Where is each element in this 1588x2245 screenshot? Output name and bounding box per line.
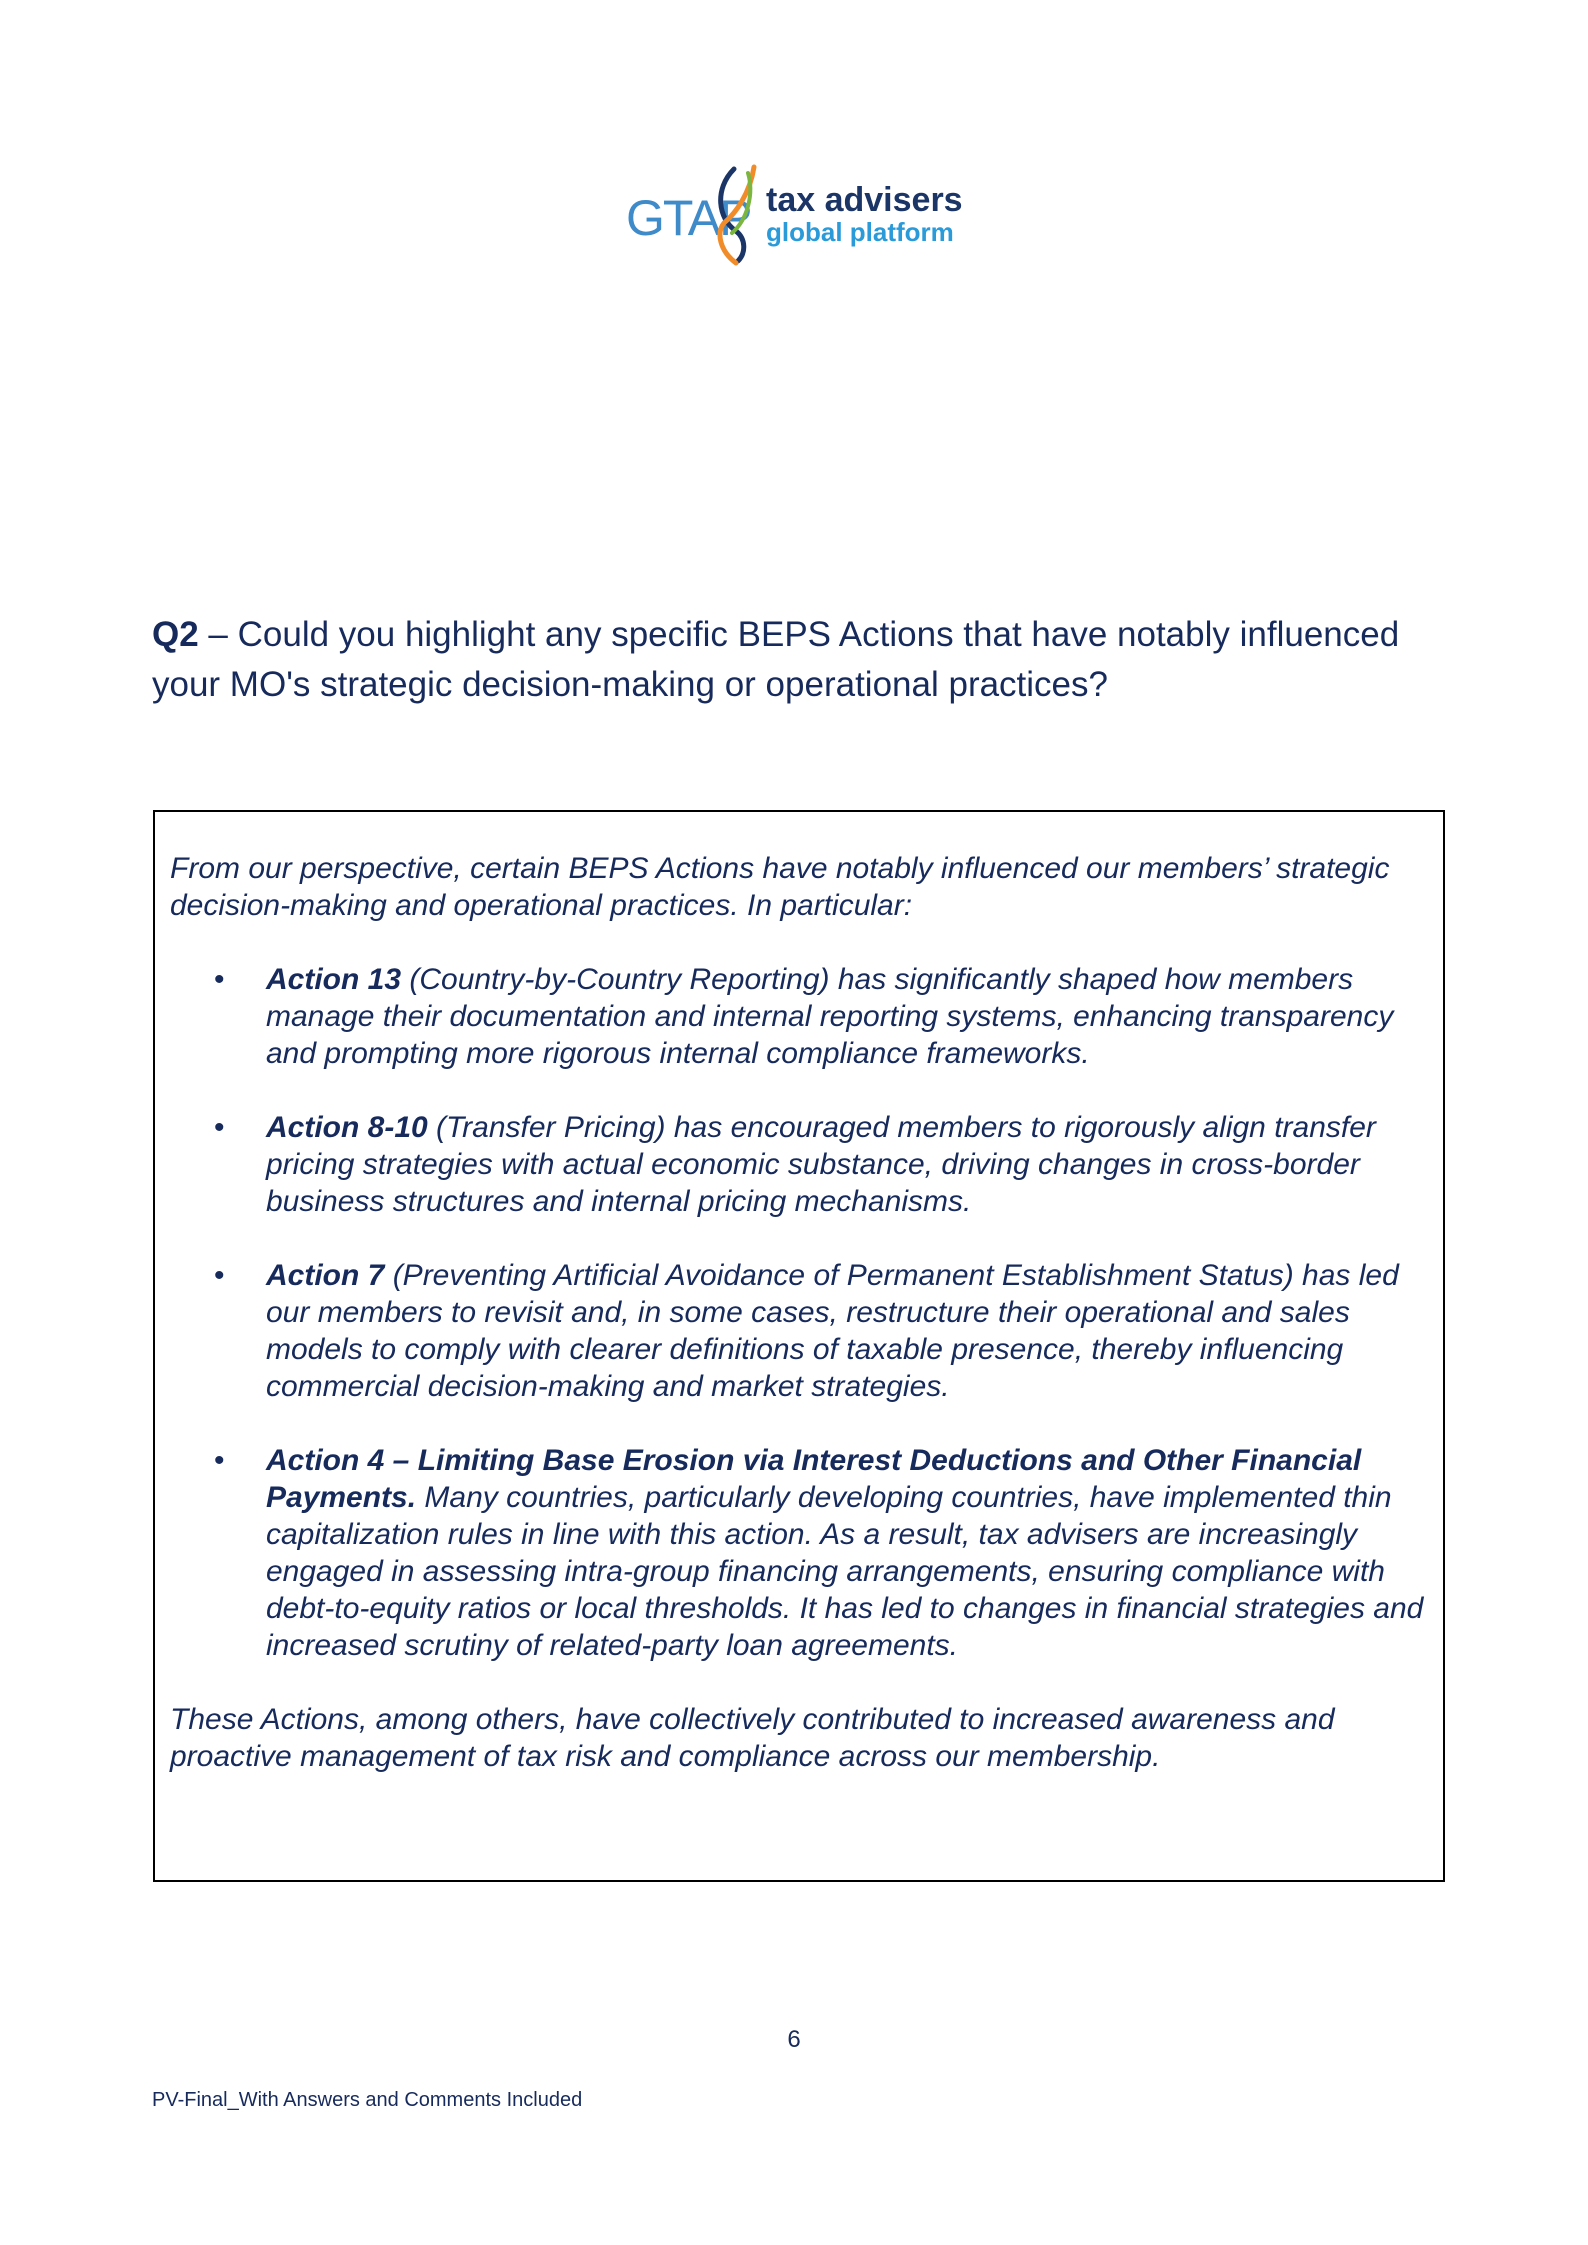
list-item <box>170 1257 1435 1405</box>
question-heading <box>152 610 1442 710</box>
action-title: Action 4 – Limiting Base Erosion via Interest Deductions and Other Financial Payments. <box>266 1444 1362 1514</box>
bullet-icon: • <box>214 1111 225 1144</box>
answer-intro: From our perspective, certain BEPS Actions have notably influenced our members’ strategic decision-making and operational practices. In particular: <box>170 852 1390 922</box>
answer-box <box>153 810 1445 1882</box>
beps-actions-list <box>170 961 1435 1664</box>
action-description: Many countries, particularly developing countries, have implemented thin capitalization rules in line with this action. As a result, tax advisers are increasingly engaged in assessing intra-group financing arrangements, ensuring compliance with debt-to-equity ratios or local thresholds. It has led to changes in financial strategies and increased scrutiny of related-party loan agreements. <box>266 1481 1424 1662</box>
action-description: (Preventing Artificial Avoidance of Permanent Establishment Status) has led our members to revisit and, in some cases, restructure their operational and sales models to comply with clearer definitions of taxable presence, thereby influencing commercial decision-making and market strategies. <box>266 1259 1399 1403</box>
question-text: – Could you highlight any specific BEPS Actions that have notably influenced your MO's strategic decision-making or operational practices? <box>152 615 1400 704</box>
action-description: (Transfer Pricing) has encouraged members to rigorously align transfer pricing strategies with actual economic substance, driving changes in cross-border business structures and internal pricing mechanisms. <box>266 1111 1376 1218</box>
logo-acronym: GTAP <box>626 190 751 246</box>
bullet-icon: • <box>214 963 225 996</box>
list-item <box>170 1109 1435 1220</box>
action-title: Action 8-10 <box>266 1111 428 1144</box>
action-title: Action 7 <box>266 1259 385 1292</box>
answer-conclusion: These Actions, among others, have collectively contributed to increased awareness and proactive management of tax risk and compliance across our membership. <box>170 1703 1335 1773</box>
question-number: Q2 <box>152 615 199 654</box>
bullet-icon: • <box>214 1444 225 1477</box>
answer-content <box>170 850 1435 1775</box>
document-footer: PV-Final_With Answers and Comments Included <box>152 2089 583 2111</box>
list-item <box>170 1442 1435 1664</box>
page-number: 6 <box>787 2026 801 2053</box>
action-description: (Country-by-Country Reporting) has significantly shaped how members manage their documentation and internal reporting systems, enhancing transparency and prompting more rigorous internal compliance frameworks. <box>266 963 1394 1070</box>
bullet-icon: • <box>214 1259 225 1292</box>
list-item <box>170 961 1435 1072</box>
logo-line2: global platform <box>766 217 954 247</box>
gtap-logo <box>626 163 971 267</box>
action-title: Action 13 <box>266 963 402 996</box>
logo-line1: tax advisers <box>766 181 963 219</box>
